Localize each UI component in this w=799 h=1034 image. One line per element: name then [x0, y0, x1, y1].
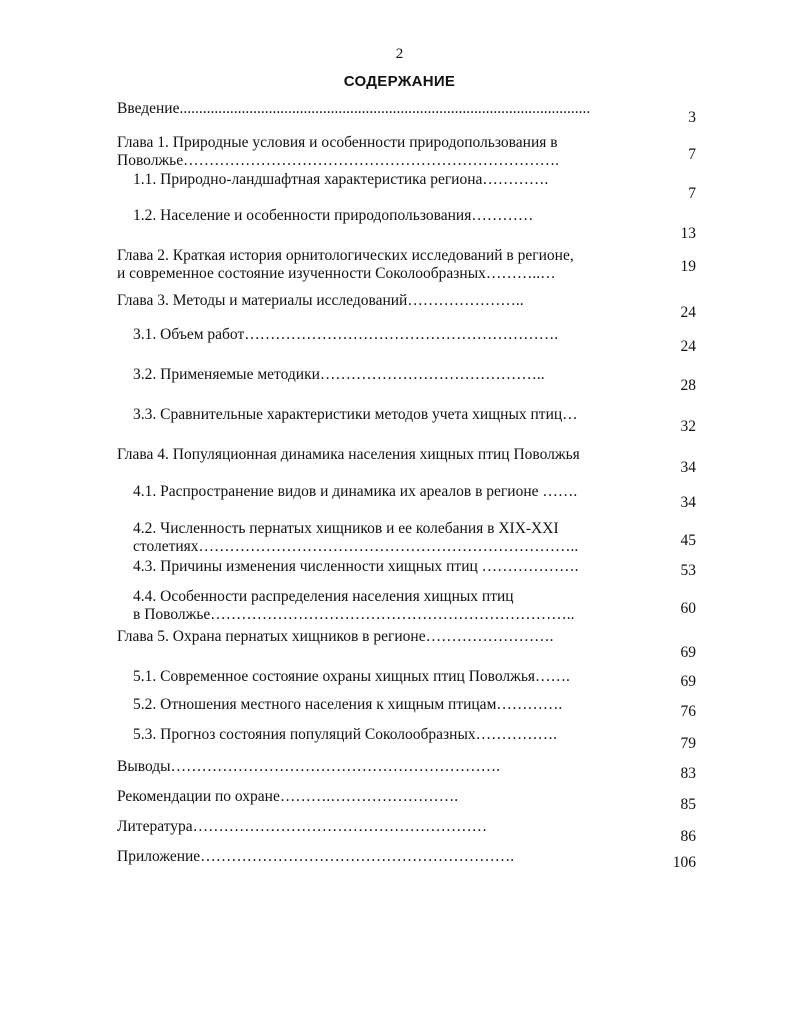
toc-entry [117, 758, 697, 788]
toc-entry [117, 446, 697, 483]
toc-entry-line: 1.2. Население и особенности природопользования………… [133, 207, 534, 224]
toc-entry-line: 1.1. Природно-ландшафтная характеристика региона…………. [133, 171, 549, 188]
toc-entry-page [656, 207, 697, 247]
toc-page-number: 7 [688, 146, 696, 163]
toc-entry-title [117, 588, 656, 628]
toc-entry-page [656, 520, 697, 558]
toc-entry-title [117, 446, 656, 483]
toc-entry [117, 668, 697, 696]
toc-entry-line: 4.3. Причины изменения численности хищных птиц ………………. [133, 558, 579, 575]
toc-entry-page [656, 483, 697, 520]
toc-entry [117, 366, 697, 406]
toc-entry-title [117, 726, 656, 758]
toc-entry-line: 3.3. Сравнительные характеристики методов учета хищных птиц… [133, 406, 578, 423]
toc-entry-line: Глава 5. Охрана пернатых хищников в регионе……………………. [117, 628, 554, 645]
toc-entry [117, 100, 697, 134]
toc-entry [117, 696, 697, 726]
toc-entry-line: и современное состояние изученности Соколообразных………..… [117, 265, 556, 282]
toc-entry [117, 520, 697, 558]
toc-entry-line: 5.2. Отношения местного населения к хищным птицам…………. [133, 696, 563, 713]
toc-entry-line: Глава 3. Методы и материалы исследований………………….. [117, 292, 524, 309]
toc-page-number: 19 [680, 258, 696, 275]
toc-page-number: 24 [680, 304, 696, 321]
toc-table [116, 99, 697, 878]
toc-entry-page [656, 628, 697, 668]
toc-entry-page [656, 406, 697, 446]
toc-entry [117, 207, 697, 247]
toc-entry-line: 5.3. Прогноз состояния популяций Соколообразных……………. [133, 726, 557, 743]
toc-entry-title [117, 134, 656, 171]
table-of-contents [116, 99, 694, 889]
toc-entry-title [117, 668, 656, 696]
toc-entry-line: Введение.......................................................................................................... [117, 100, 591, 117]
toc-entry-title [117, 100, 656, 134]
toc-entry-title [117, 558, 656, 588]
toc-page-number: 83 [680, 765, 696, 782]
toc-entry-title [117, 818, 656, 848]
toc-entry [117, 292, 697, 326]
toc-entry-line: 4.4. Особенности распределения населения хищных птиц [133, 588, 514, 605]
toc-page-number: 3 [688, 109, 696, 126]
page-number: 2 [395, 46, 404, 62]
toc-entry-page [656, 171, 697, 207]
toc-entry-page [656, 100, 697, 134]
toc-page-number: 34 [680, 459, 696, 476]
toc-entry-line: Литература………………………………………………… [117, 818, 488, 835]
toc-page-number: 69 [680, 644, 696, 661]
toc-entry-title [117, 171, 656, 207]
toc-entry-page [656, 726, 697, 758]
toc-entry [117, 134, 697, 171]
toc-page-number: 106 [672, 854, 696, 871]
toc-entry [117, 628, 697, 668]
toc-entry [117, 247, 697, 292]
toc-entry-page [656, 848, 697, 878]
toc-page-number: 76 [680, 703, 696, 720]
toc-entry-page [656, 758, 697, 788]
toc-page-number: 79 [680, 735, 696, 752]
toc-entry-line: Глава 1. Природные условия и особенности природопользования в [117, 134, 558, 151]
toc-entry-title [117, 788, 656, 818]
toc-entry-title [117, 207, 656, 247]
toc-entry-line: Приложение……………………………………………………. [117, 848, 515, 865]
toc-entry-line: 5.1. Современное состояние охраны хищных птиц Поволжья……. [133, 668, 570, 685]
toc-entry-title [117, 696, 656, 726]
toc-entry [117, 726, 697, 758]
toc-entry [117, 171, 697, 207]
toc-entry-page [656, 326, 697, 366]
toc-page-number: 28 [680, 377, 696, 394]
toc-entry-page [656, 788, 697, 818]
toc-entry-line: в Поволжье…………………………………………………………….. [133, 606, 575, 623]
toc-page-number: 85 [680, 796, 696, 813]
toc-page-number: 7 [688, 185, 696, 202]
toc-entry-page [656, 292, 697, 326]
toc-entry-title [117, 483, 656, 520]
toc-entry-line: Рекомендации по охране……….……………………. [117, 788, 459, 805]
toc-entry-page [656, 446, 697, 483]
toc-page-number: 53 [680, 562, 696, 579]
toc-entry [117, 788, 697, 818]
toc-page-number: 86 [680, 828, 696, 845]
toc-page-number: 45 [680, 532, 696, 549]
toc-entry-title [117, 366, 656, 406]
toc-entry [117, 326, 697, 366]
toc-page-number: 24 [680, 338, 696, 355]
toc-entry-title [117, 520, 656, 558]
toc-entry-title [117, 292, 656, 326]
toc-page-number: 69 [680, 673, 696, 690]
toc-entry-page [656, 696, 697, 726]
toc-entry [117, 848, 697, 878]
toc-entry-line: 3.2. Применяемые методики…………………………………….. [133, 366, 545, 383]
toc-entry-line: Поволжье………………………………………………………………. [117, 152, 559, 169]
toc-entry-title [117, 406, 656, 446]
toc-entry-title [117, 628, 656, 668]
toc-entry-title [117, 758, 656, 788]
toc-entry [117, 406, 697, 446]
toc-entry-page [656, 588, 697, 628]
toc-entry [117, 558, 697, 588]
toc-page-number: 60 [680, 600, 696, 617]
toc-entry-line: столетиях……………………………………………………………….. [133, 538, 579, 555]
toc-entry-title [117, 247, 656, 292]
toc-entry-page [656, 558, 697, 588]
toc-entry [117, 483, 697, 520]
toc-page-number: 32 [680, 418, 696, 435]
toc-page-number: 34 [680, 494, 696, 511]
toc-entry-title [117, 326, 656, 366]
toc-entry-line: 4.2. Численность пернатых хищников и ее колебания в XIX-XXI [133, 520, 559, 537]
toc-entry [117, 588, 697, 628]
toc-entry-line: Глава 2. Краткая история орнитологических исследований в регионе, [117, 247, 574, 264]
toc-entry-page [656, 366, 697, 406]
toc-entry-page [656, 134, 697, 171]
toc-entry [117, 818, 697, 848]
toc-entry-page [656, 668, 697, 696]
toc-entry-line: 4.1. Распространение видов и динамика их ареалов в регионе ……. [133, 483, 578, 500]
toc-entry-title [117, 848, 656, 878]
toc-entry-page [656, 247, 697, 292]
toc-page-number: 13 [680, 225, 696, 242]
page-title: СОДЕРЖАНИЕ [343, 73, 456, 90]
toc-entry-line: Глава 4. Популяционная динамика населения хищных птиц Поволжья [117, 446, 580, 463]
toc-entry-line: 3.1. Объем работ……………………………………………………. [133, 326, 559, 343]
toc-entry-page [656, 818, 697, 848]
toc-entry-line: Выводы………………………………………………………. [117, 758, 500, 775]
